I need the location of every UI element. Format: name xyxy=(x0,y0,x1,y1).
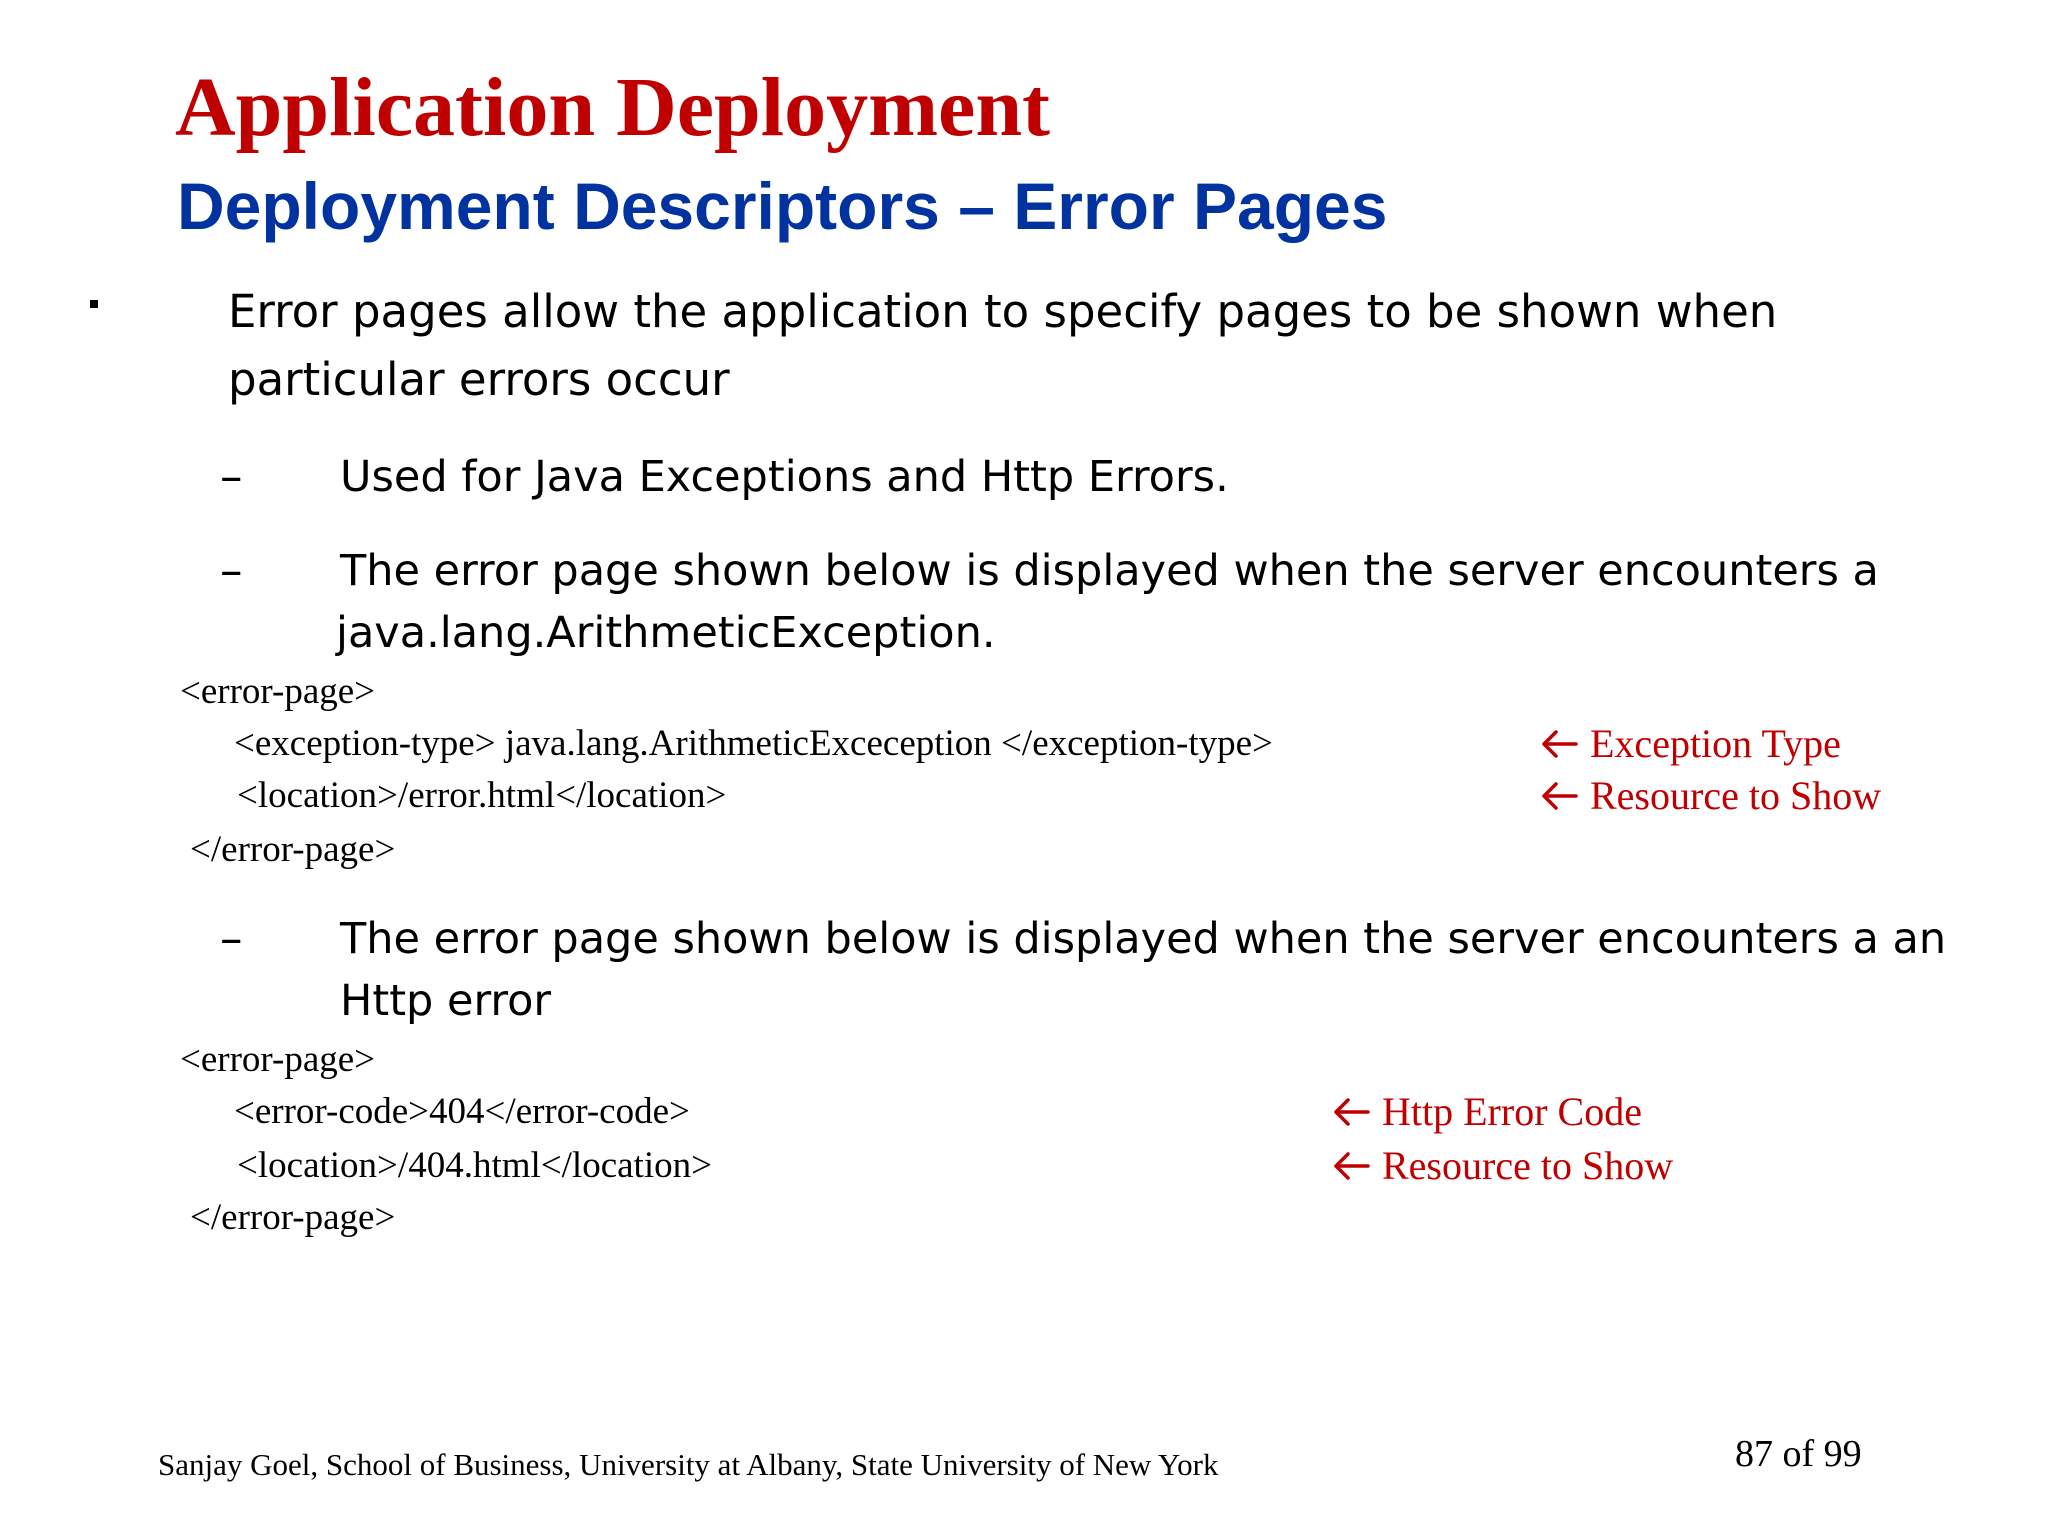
annotation-label: Http Error Code xyxy=(1382,1089,1642,1134)
code-line: <exception-type> java.lang.ArithmeticExceception </exception-type> xyxy=(234,723,1273,764)
annotation xyxy=(1540,718,1841,770)
left-arrow-icon xyxy=(1540,781,1578,811)
annotation-label: Exception Type xyxy=(1590,721,1841,766)
left-arrow-icon xyxy=(1332,1151,1370,1181)
sub-item-text-cont: java.lang.ArithmeticException. xyxy=(336,608,996,658)
slide-footer: Sanjay Goel, School of Business, University at Albany, State University of New York xyxy=(158,1447,1219,1482)
sub-item-text: The error page shown below is displayed when the server encounters a an xyxy=(340,914,1947,964)
left-arrow-icon xyxy=(1332,1097,1370,1127)
code-line: </error-page> xyxy=(190,829,396,870)
annotation xyxy=(1540,770,1881,822)
annotation xyxy=(1332,1086,1642,1138)
square-bullet-icon xyxy=(90,300,98,308)
code-line: <error-page> xyxy=(180,1039,376,1080)
page-number: 87 of 99 xyxy=(1735,1433,1862,1475)
annotation-label: Resource to Show xyxy=(1590,773,1882,818)
code-line: <location>/404.html</location> xyxy=(237,1145,712,1186)
sub-item-text: The error page shown below is displayed when the server encounters a xyxy=(340,546,1879,596)
slide-subtitle: Deployment Descriptors – Error Pages xyxy=(177,169,1388,243)
code-line: <location>/error.html</location> xyxy=(237,775,727,816)
bullet-text-line1: Error pages allow the application to specify pages to be shown when xyxy=(228,285,1778,338)
code-line: <error-code>404</error-code> xyxy=(234,1091,690,1132)
sub-item-text: Used for Java Exceptions and Http Errors. xyxy=(340,452,1229,502)
annotation-label: Resource to Show xyxy=(1382,1143,1674,1188)
sub-item-dash: – xyxy=(220,450,243,503)
sub-item-dash: – xyxy=(220,912,243,965)
sub-item-text-cont: Http error xyxy=(340,976,552,1026)
bullet-text-line2: particular errors occur xyxy=(228,353,730,406)
slide-title: Application Deployment xyxy=(175,61,1051,154)
code-line: </error-page> xyxy=(190,1197,396,1238)
left-arrow-icon xyxy=(1540,729,1578,759)
sub-item-dash: – xyxy=(220,544,243,597)
annotation xyxy=(1332,1140,1673,1192)
code-line: <error-page> xyxy=(180,671,376,712)
